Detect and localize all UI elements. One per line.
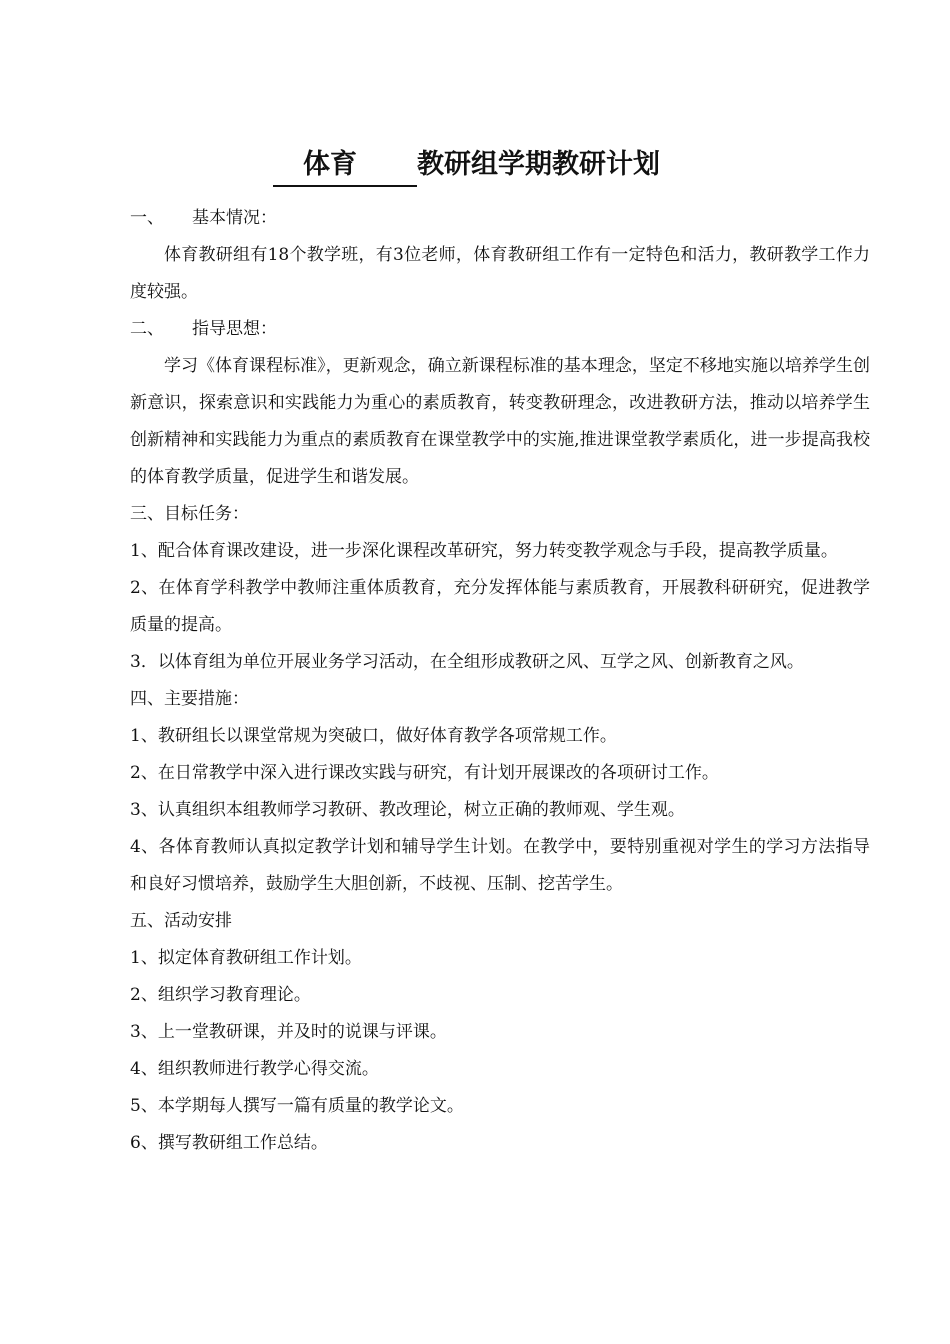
- list-item: 3、上一堂教研课，并及时的说课与评课。: [130, 1022, 447, 1042]
- title-subject-underlined: 体育: [273, 142, 417, 187]
- list-item: 2、在体育学科教学中教师注重体质教育，充分发挥体能与素质教育，开展教科研研究，促进教学质量的提高。: [130, 578, 870, 635]
- section-heading-measures: 四、主要措施：: [130, 689, 249, 709]
- list-item: 6、撰写教研组工作总结。: [130, 1133, 328, 1153]
- section-number: 一、: [130, 208, 164, 228]
- list-item: 1、配合体育课改建设，进一步深化课程改革研究，努力转变教学观念与手段，提高教学质量。: [130, 541, 838, 561]
- document-title: [0, 142, 950, 188]
- list-item: 2、组织学习教育理论。: [130, 985, 311, 1005]
- list-item: 1、教研组长以课堂常规为突破口，做好体育教学各项常规工作。: [130, 726, 617, 746]
- list-item: 3．以体育组为单位开展业务学习活动，在全组形成教研之风、互学之风、创新教育之风。: [130, 652, 804, 672]
- paragraph-guiding: 学习《体育课程标准》，更新观念，确立新课程标准的基本理念，坚定不移地实施以培养学生创新意识，探索意识和实践能力为重心的素质教育，转变教研理念，改进教研方法，推动以培养学生创新精神和实践能力为重点的素质教育在课堂教学中的实施,推进课堂教学素质化，进一步提高我校的体育教学质量，促进学生和谐发展。: [130, 356, 870, 487]
- list-item: 3、认真组织本组教师学习教研、教改理论，树立正确的教师观、学生观。: [130, 800, 685, 820]
- list-item: 4、组织教师进行教学心得交流。: [130, 1059, 379, 1079]
- list-item: 5、本学期每人撰写一篇有质量的教学论文。: [130, 1096, 464, 1116]
- title-text: 教研组学期教研计划: [417, 149, 660, 180]
- list-item: 1、拟定体育教研组工作计划。: [130, 948, 362, 968]
- paragraph-basic: 体育教研组有18个教学班，有3位老师，体育教研组工作有一定特色和活力，教研教学工作力度较强。: [130, 245, 870, 302]
- document-body: [130, 200, 870, 1162]
- section-heading-goals: 三、目标任务：: [130, 504, 249, 524]
- section-heading-activities: 五、活动安排: [130, 911, 232, 931]
- section-heading-basic: [130, 200, 870, 237]
- section-heading-text: 基本情况：: [192, 208, 277, 228]
- section-number: 二、: [130, 319, 164, 339]
- list-item: 2、在日常教学中深入进行课改实践与研究，有计划开展课改的各项研讨工作。: [130, 763, 719, 783]
- section-heading-guiding: [130, 311, 870, 348]
- list-item: 4、各体育教师认真拟定教学计划和辅导学生计划。在教学中，要特别重视对学生的学习方法指导和良好习惯培养，鼓励学生大胆创新，不歧视、压制、挖苦学生。: [130, 837, 870, 894]
- section-heading-text: 指导思想：: [192, 319, 277, 339]
